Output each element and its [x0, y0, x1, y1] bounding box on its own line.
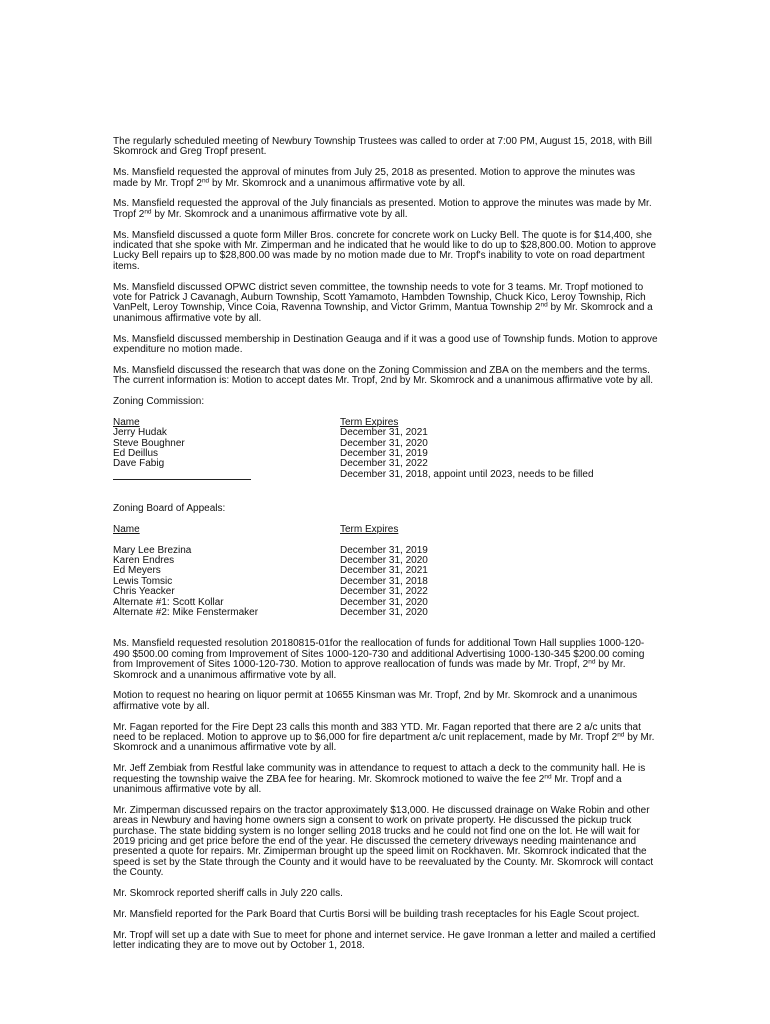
blank-line	[113, 470, 251, 480]
member-name: Lewis Tomsic	[113, 575, 173, 587]
table-row	[113, 608, 660, 618]
paragraph-restful-lake	[113, 764, 660, 795]
member-term: December 31, 2020	[340, 607, 428, 619]
paragraph-destination-geauga: Ms. Mansfield discussed membership in Destination Geauga and if it was a good use of Township funds. Motion to approve expenditure no motion made.	[113, 333, 658, 356]
paragraph-text: by Mr. Skomrock and a unanimous affirmative vote by all.	[113, 302, 653, 324]
superscript: nd	[144, 208, 152, 216]
paragraph-liquor-permit: Motion to request no hearing on liquor permit at 10655 Kinsman was Mr. Tropf, 2nd by Mr. Skomrock and a unanimous affirmative vote by all.	[113, 690, 638, 712]
member-term: December 31, 2019	[340, 448, 428, 460]
paragraph-text: by Mr. Skomrock and a unanimous affirmative vote by all.	[113, 659, 626, 681]
member-term: December 31, 2021	[340, 427, 428, 439]
superscript: nd	[201, 177, 210, 185]
column-header-term: Term Expires	[340, 523, 399, 535]
member-term: December 31, 2022	[340, 586, 428, 598]
member-name: Karen Endres	[113, 555, 175, 567]
paragraph-fire-dept	[113, 723, 660, 754]
column-header-name: Name	[113, 416, 140, 428]
paragraph-text: by Mr. Skomrock and a unanimous affirmative vote by all.	[209, 177, 466, 189]
paragraph-text: by Mr. Skomrock and a unanimous affirmative vote by all.	[113, 731, 655, 754]
paragraph-call-to-order: The regularly scheduled meeting of Newbury Township Trustees was called to order at 7:00 PM, August 15, 2018, with Bill Skomrock and Greg Tropf present.	[113, 136, 652, 158]
paragraph-park-board: Mr. Mansfield reported for the Park Board that Curtis Borsi will be building trash receptacles for his Eagle Scout project.	[113, 908, 640, 920]
paragraph-text: by Mr. Skomrock and a unanimous affirmative vote by all.	[151, 208, 408, 220]
table-row	[113, 470, 660, 483]
member-name: Ed Meyers	[113, 565, 161, 577]
member-term: December 31, 2022	[340, 458, 428, 470]
member-term: December 31, 2021	[340, 565, 428, 577]
paragraph-opwc-vote	[113, 283, 660, 325]
zoning-commission-heading: Zoning Commission:	[113, 396, 205, 408]
zoning-board-appeals-heading: Zoning Board of Appeals:	[113, 503, 226, 515]
paragraph-text: Ms. Mansfield requested the approval of the July financials as presented. Motion to approve the minutes was made by Mr. Tropf 2	[113, 198, 652, 220]
member-term: December 31, 2020	[340, 555, 428, 567]
superscript: nd	[544, 773, 552, 781]
paragraph-minutes-approval	[113, 168, 660, 189]
paragraph-zoning-research: Ms. Mansfield discussed the research that was done on the Zoning Commission and ZBA on the members and the terms. The current information is: Motion to accept dates Mr. Tropf, 2nd by Mr. Skomrock and a unanimous affirmative vote by all.	[113, 364, 654, 387]
member-name: Mary Lee Brezina	[113, 544, 192, 556]
member-name: Steve Boughner	[113, 437, 185, 449]
paragraph-lucky-bell-quote: Ms. Mansfield discussed a quote form Miller Bros. concrete for concrete work on Lucky Bell. The quote is for $14,400, she indicated that she spoke with Mr. Zimperman and he indicated that he would like to do up to $28,800.00. Motion to approve Lucky Bell repairs up to $28,800.00 was made by no motion made due to Mr. Tropf's inability to vote on road department items.	[113, 229, 657, 272]
member-name: Jerry Hudak	[113, 427, 167, 439]
vacant-name-line	[113, 470, 340, 483]
column-header-term: Term Expires	[340, 416, 399, 428]
member-name: Alternate #1: Scott Kollar	[113, 596, 224, 608]
superscript: nd	[540, 301, 548, 309]
paragraph-text: Mr. Tropf and a unanimous affirmative vote by all.	[113, 773, 622, 795]
paragraph-sheriff-calls: Mr. Skomrock reported sheriff calls in July 220 calls.	[113, 887, 343, 899]
member-term: December 31, 2020	[340, 596, 428, 608]
zoning-commission-table	[113, 418, 660, 483]
member-name: Alternate #2: Mike Fenstermaker	[113, 607, 259, 619]
paragraph-financials-approval	[113, 199, 660, 220]
paragraph-reallocation-resolution	[113, 639, 660, 681]
paragraph-text: Mr. Jeff Zembiak from Restful lake community was in attendance to request to attach a deck to the community hall. He is requesting the township waive the ZBA fee for hearing. Mr. Skomrock motioned to waive the fee 2	[113, 763, 646, 785]
member-term: December 31, 2018, appoint until 2023, needs to be filled	[340, 468, 594, 480]
member-term: December 31, 2019	[340, 544, 428, 556]
member-term: December 31, 2018	[340, 575, 428, 587]
member-term: December 31, 2020	[340, 437, 428, 449]
paragraph-text: Ms. Mansfield requested resolution 20180815-01for the reallocation of funds for additional Town Hall supplies 1000-120-490 $500.00 coming from Improvement of Sites 1000-120-730 and additional Advertising 1000-130-345 $200.00 coming from Improvement of Sites 1000-120-730. Motion to approve reallocation of funds was made by Mr. Tropf, 2	[113, 638, 645, 671]
superscript: nd	[617, 731, 625, 739]
member-name: Ed Deillus	[113, 448, 159, 460]
table-header-row	[113, 525, 660, 535]
superscript: nd	[588, 658, 596, 666]
paragraph-text: Mr. Fagan reported for the Fire Dept 23 calls this month and 383 YTD. Mr. Fagan reported that there are 2 a/c units that need to be replaced. Motion to approve up to $6,000 for fire department a/c unit replacement, made by Mr. Tropf 2	[113, 721, 641, 743]
paragraph-text: Ms. Mansfield discussed OPWC district seven committee, the township needs to vote for 3 teams. Mr. Tropf motioned to vote for Patrick J Cavanagh, Auburn Township, Scott Yamamoto, Hambden Township, Chuck Kico, Leroy Township, Rich VanPelt, Leroy Township, Vince Coia, Ravenna Township, and Victor Grimm, Mantua Township 2	[113, 281, 646, 314]
paragraph-text: Ms. Mansfield requested the approval of minutes from July 25, 2018 as presented. Motion to approve the minutes was made by Mr. Tropf 2	[113, 167, 635, 189]
member-name: Chris Yeacker	[113, 586, 175, 598]
member-name: Dave Fabig	[113, 458, 165, 470]
paragraph-phone-internet: Mr. Tropf will set up a date with Sue to meet for phone and internet service. He gave Ironman a letter and mailed a certified letter indicating they are to move out by October 1, 2018.	[113, 929, 656, 951]
column-header-name: Name	[113, 523, 140, 535]
zoning-board-appeals-table	[113, 525, 660, 619]
paragraph-road-department: Mr. Zimperman discussed repairs on the tractor approximately $13,000. He discussed drainage on Wake Robin and other areas in Newbury and having home owners sign a consent to work on private property. He discussed the pickup truck purchase. The state bidding system is no longer selling 2018 trucks and he could not find one on the lot. He will wait for 2019 pricing and get price before the end of the year. He discussed the cemetery driveways needing maintenance and presented a quote for repairs. Mr. Zimiperman brought up the speed limit on Rockhaven. Mr. Skomrock indicated that the speed is set by the State through the County and it would have to be reevaluated by the County. Mr. Skomrock will contact the County.	[113, 804, 654, 879]
